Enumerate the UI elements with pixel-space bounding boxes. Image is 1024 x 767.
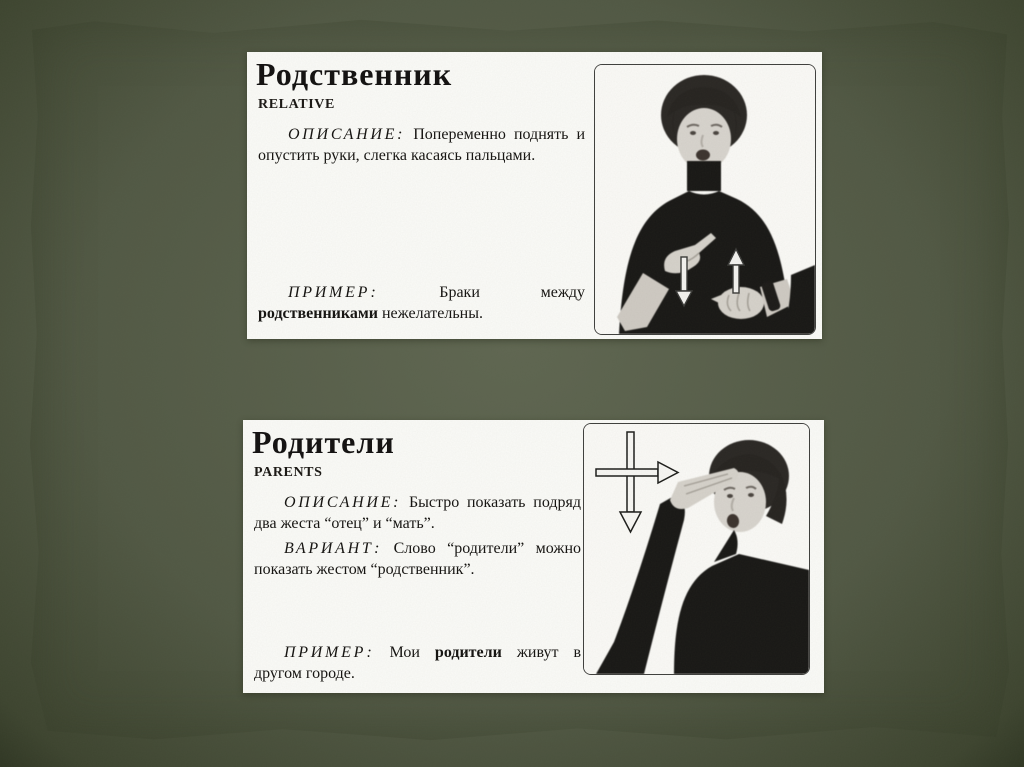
card-subtitle: PARENTS [254,465,323,480]
example-section [254,642,581,684]
description-section [258,124,585,166]
example-label: ПРИМЕР: [284,644,375,661]
card-parents [243,420,824,693]
sign-photo-relative [594,64,816,335]
description-text: Быстро показать подряд два жеста “отец” и “мать”. [254,494,581,532]
card-relative [247,52,822,339]
variant-text: Слово “родители” можно показать жестом “родственник”. [254,540,582,578]
example-text-bold: родственниками [258,305,378,322]
card-title: Родственник [256,56,453,92]
sign-photo-parents [583,423,810,675]
example-text-after: нежелательны. [381,305,483,322]
example-section [258,282,585,324]
variant-label: ВАРИАНТ: [284,540,383,557]
person-figure-parents [584,424,809,674]
variant-section [254,538,581,580]
card-subtitle: RELATIVE [258,97,335,112]
person-figure-relative [595,65,815,334]
description-label: ОПИСАНИЕ: [284,494,402,511]
description-section [254,492,581,534]
description-label: ОПИСАНИЕ: [288,126,406,143]
description-text: Попеременно поднять и опустить руки, слегка касаясь пальцами. [258,126,586,164]
example-text-after: живут в другом городе. [254,644,581,682]
example-text-bold: родители [434,644,502,661]
example-label: ПРИМЕР: [288,284,379,301]
example-text-before: Мои [389,644,420,661]
example-text-before: Браки между [439,284,586,301]
card-title: Родители [252,424,395,460]
